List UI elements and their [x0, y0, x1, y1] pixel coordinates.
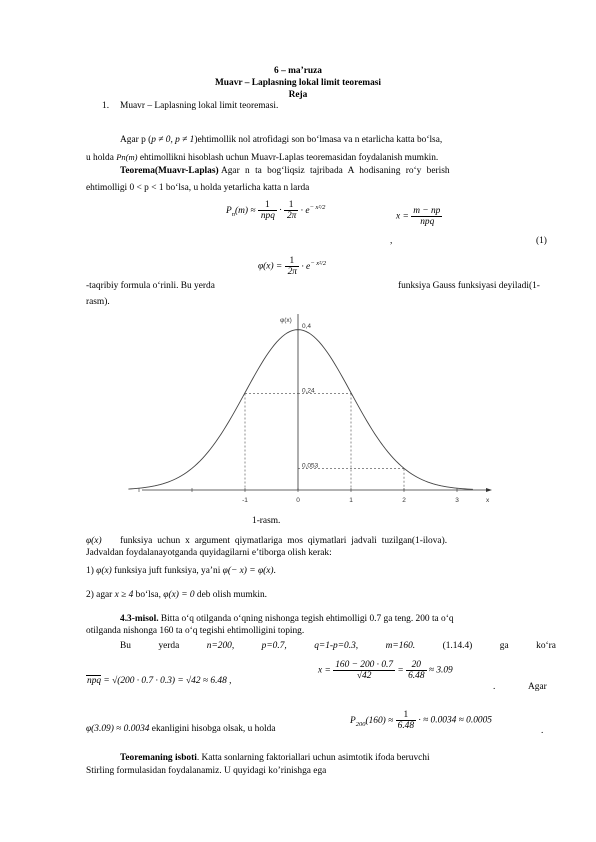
- intro-line-2: u holda Pn(m) ehtimollikni hisoblash uchun Muavr-Laplas teoremasidan foydalanish mumkin.: [86, 152, 439, 163]
- given-values: Bu yerda n=200, p=0.7, q=1-p=0.3, m=160. (1.14.4) ga ko‘ra: [120, 641, 556, 651]
- sqrt-calc: npq = √(200 · 0.7 · 0.3) = √42 ≈ 6.48 ,: [87, 676, 232, 686]
- phi-value: φ(3.09) ≈ 0.0034: [86, 724, 150, 734]
- p-condition: p ≠ 0, p ≠ 1: [151, 135, 195, 145]
- formula-number: (1): [536, 236, 547, 246]
- example-line-2: otilganda nishonga 160 ta o‘q tegishi ehtimolligini toping.: [86, 626, 305, 636]
- gauss-curve: [128, 330, 473, 490]
- x-calc: x = $\frac{160 - 200 \cdot 0.7}{√42}$ = $\frac{20}{6.48}$ ≈ 3.09: [318, 660, 453, 681]
- figure-caption: 1-rasm.: [252, 516, 281, 526]
- property-2: 2) agar x ≥ 4 bo‘lsa, φ(x) = 0 deb olish mumkin.: [86, 590, 267, 600]
- pnm-symbol: Pn(m): [116, 152, 138, 162]
- x-tick-label: -1: [242, 497, 248, 504]
- laplace-formula: $P_n(m)$ ≈ $\frac{1}{\text{npq}}$ · $\frac{1}{2\pi}$ · $e^{- x^2/2}$: [226, 200, 326, 221]
- y-tick-label: 0,24: [302, 387, 315, 395]
- x-tick-label: 2: [402, 497, 406, 504]
- plan-item: Muavr – Laplasning lokal limit teoremasi.: [120, 101, 279, 111]
- x-tick-label: 3: [455, 497, 459, 504]
- comma: ,: [390, 236, 393, 246]
- y-tick-label: 0,053: [302, 462, 319, 470]
- table-line-2: Jadvaldan foydalanayotganda quyidagilarni e’tiborga olish kerak:: [86, 548, 332, 558]
- plan-item-number: 1.: [102, 101, 110, 111]
- example-label: 4.3-misol.: [120, 614, 159, 624]
- x-tick-label: 1: [349, 497, 353, 504]
- theorem-line-1: Teorema(Muavr-Laplas) Agar n ta bog‘liqsiz tajribada A hodisaning ro‘y berish: [120, 166, 450, 176]
- period-2: .: [541, 726, 544, 736]
- x-tick-label: 0: [296, 497, 300, 504]
- x-axis-arrow: [486, 488, 492, 492]
- property-1: 1) φ(x) funksiya juft funksiya, ya’ni φ(− x) = φ(x).: [86, 566, 276, 576]
- x-formula: x = $\frac{m - np}{\text{npq}}$: [396, 206, 441, 227]
- agar-word: Agar: [528, 682, 547, 692]
- y-axis-label: φ(x): [280, 317, 292, 324]
- probability-calc: $P_{200}(160)$ ≈ $\frac{1}{6.48}$ · ≈ 0.0034 ≈ 0.0005: [350, 710, 492, 731]
- proof-line-1: Teoremaning isboti. Katta sonlarning faktoriallari uchun asimtotik ifoda beruvchi: [120, 753, 430, 763]
- table-line-1: funksiya uchun x argument qiymatlariga mos qiymatlari jadvali tuzilgan(1-ilova).: [120, 536, 448, 546]
- plan-heading: Reja: [288, 90, 308, 100]
- phi-symbol: φ(x): [86, 536, 102, 546]
- phi-value-line: φ(3.09) ≈ 0.0034 ekanligini hisobga olsak, u holda: [86, 724, 276, 734]
- proof-line-2: Stirling formulasidan foydalanamiz. U quyidagi ko’rinishga ega: [86, 766, 327, 776]
- y-tick-label: 0,4: [302, 323, 312, 331]
- gauss-chart: [120, 310, 496, 510]
- lecture-number: 6 – ma’ruza: [274, 66, 322, 76]
- gauss-text-left: -taqribiy formula o‘rinli. Bu yerda: [86, 281, 215, 291]
- proof-label: Teoremaning isboti: [120, 753, 197, 763]
- period: .: [493, 682, 496, 692]
- x-axis-label: x: [486, 497, 490, 504]
- theorem-line-2: ehtimolligi 0 < p < 1 bo‘lsa, u holda yetarlicha katta n larda: [86, 183, 310, 193]
- gauss-text-right: funksiya Gauss funksiyasi deyiladi(1-: [398, 281, 540, 291]
- page-title: Muavr – Laplasning lokal limit teoremasi: [214, 78, 382, 88]
- gauss-formula: φ(x) = $\frac{1}{2\pi}$ · $e^{- x^2/2}$: [258, 256, 327, 277]
- p-range: 0 < p < 1: [129, 183, 164, 193]
- zero-formula: φ(x) = 0: [163, 590, 195, 600]
- example-line-1: 4.3-misol. Bitta o‘q otilganda o‘qning nishonga tegish ehtimolligi 0.7 ga teng. 200 ta o‘q: [120, 614, 454, 624]
- theorem-label: Teorema(Muavr-Laplas): [120, 166, 219, 176]
- even-formula: φ(− x) = φ(x): [222, 566, 274, 576]
- gauss-text-cont: rasm).: [86, 297, 110, 307]
- intro-line-1: Agar p (p ≠ 0, p ≠ 1)ehtimollik nol atrofidagi son bo‘lmasa va n etarlicha katta bo‘lsa,: [120, 135, 443, 145]
